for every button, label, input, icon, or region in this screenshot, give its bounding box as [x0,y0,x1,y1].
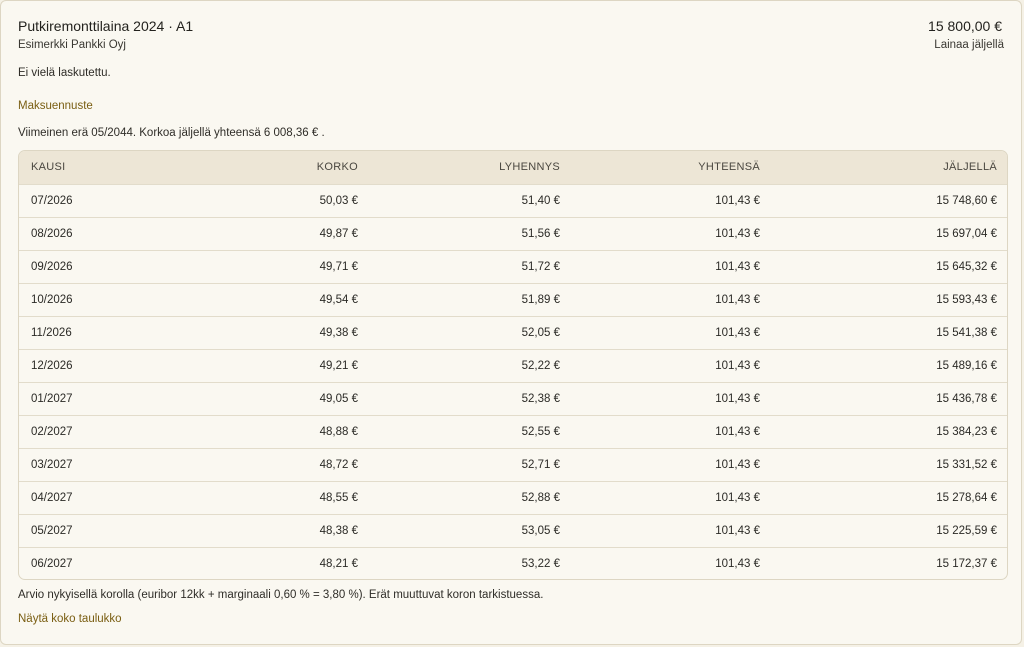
table-row [19,316,1008,349]
interest-cell: 49,54 € [169,283,370,316]
interest-cell: 49,38 € [169,316,370,349]
amortization-cell: 52,22 € [370,349,572,382]
payment-schedule-table [18,150,1008,580]
total-cell: 101,43 € [572,415,772,448]
amortization-cell: 51,72 € [370,250,572,283]
table-row [19,481,1008,514]
column-header-interest: KORKO [316,161,358,174]
amortization-cell: 53,22 € [370,547,572,580]
period-cell: 03/2027 [19,448,169,481]
remaining-cell: 15 489,16 € [772,349,1008,382]
forecast-section-link[interactable]: Maksuennuste [18,100,93,112]
column-header-period: KAUSI [31,161,66,174]
remaining-cell: 15 748,60 € [772,184,1008,217]
interest-cell: 48,38 € [169,514,370,547]
table-row [19,283,1008,316]
loan-header [18,18,1004,58]
remaining-cell: 15 172,37 € [772,547,1008,580]
interest-cell: 49,71 € [169,250,370,283]
remaining-cell: 15 645,32 € [772,250,1008,283]
table-header-row [19,151,1008,184]
total-cell: 101,43 € [572,514,772,547]
column-header-total: YHTEENSÄ [698,161,760,174]
interest-cell: 48,72 € [169,448,370,481]
total-cell: 101,43 € [572,382,772,415]
column-header-amortization: LYHENNYS [499,161,560,174]
table-row [19,514,1008,547]
remaining-cell: 15 593,43 € [772,283,1008,316]
total-cell: 101,43 € [572,283,772,316]
interest-cell: 49,21 € [169,349,370,382]
period-cell: 11/2026 [19,316,169,349]
period-cell: 06/2027 [19,547,169,580]
interest-cell: 50,03 € [169,184,370,217]
interest-cell: 48,88 € [169,415,370,448]
column-header-remaining: JÄLJELLÄ [943,161,997,174]
amortization-cell: 52,88 € [370,481,572,514]
remaining-cell: 15 225,59 € [772,514,1008,547]
amortization-cell: 52,55 € [370,415,572,448]
period-cell: 08/2026 [19,217,169,250]
table-row [19,415,1008,448]
total-cell: 101,43 € [572,184,772,217]
total-cell: 101,43 € [572,250,772,283]
table-row [19,547,1008,580]
remaining-cell: 15 278,64 € [772,481,1008,514]
table-row [19,448,1008,481]
total-cell: 101,43 € [572,481,772,514]
remaining-cell: 15 436,78 € [772,382,1008,415]
table-row [19,184,1008,217]
forecast-summary: Viimeinen erä 05/2044. Korkoa jäljellä yhteensä 6 008,36 € . [18,127,325,139]
period-cell: 07/2026 [19,184,169,217]
remaining-cell: 15 541,38 € [772,316,1008,349]
total-cell: 101,43 € [572,217,772,250]
amortization-cell: 52,71 € [370,448,572,481]
period-cell: 01/2027 [19,382,169,415]
total-cell: 101,43 € [572,448,772,481]
total-cell: 101,43 € [572,547,772,580]
period-cell: 02/2027 [19,415,169,448]
remaining-cell: 15 384,23 € [772,415,1008,448]
period-cell: 05/2027 [19,514,169,547]
table-row [19,349,1008,382]
table-body [19,184,1008,580]
forecast-footnote: Arvio nykyisellä korolla (euribor 12kk + marginaali 0,60 % = 3,80 %). Erät muuttuvat koron tarkistuessa. [18,589,544,601]
period-cell: 10/2026 [19,283,169,316]
total-cell: 101,43 € [572,316,772,349]
remaining-cell: 15 331,52 € [772,448,1008,481]
amortization-cell: 53,05 € [370,514,572,547]
remaining-amount: 15 800,00 € [928,18,1002,34]
period-cell: 04/2027 [19,481,169,514]
interest-cell: 48,55 € [169,481,370,514]
table-row [19,217,1008,250]
amortization-cell: 51,89 € [370,283,572,316]
interest-cell: 49,87 € [169,217,370,250]
interest-cell: 49,05 € [169,382,370,415]
period-cell: 12/2026 [19,349,169,382]
amortization-cell: 52,05 € [370,316,572,349]
lender-name: Esimerkki Pankki Oyj [18,39,126,51]
show-full-table-link[interactable]: Näytä koko taulukko [18,613,122,625]
amortization-cell: 51,56 € [370,217,572,250]
remaining-cell: 15 697,04 € [772,217,1008,250]
total-cell: 101,43 € [572,349,772,382]
amortization-cell: 52,38 € [370,382,572,415]
period-cell: 09/2026 [19,250,169,283]
remaining-amount-label: Lainaa jäljellä [934,39,1004,51]
billing-status: Ei vielä laskutettu. [18,67,111,79]
table-row [19,382,1008,415]
amortization-cell: 51,40 € [370,184,572,217]
loan-title: Putkiremonttilaina 2024 · A1 [18,18,194,34]
interest-cell: 48,21 € [169,547,370,580]
table-row [19,250,1008,283]
